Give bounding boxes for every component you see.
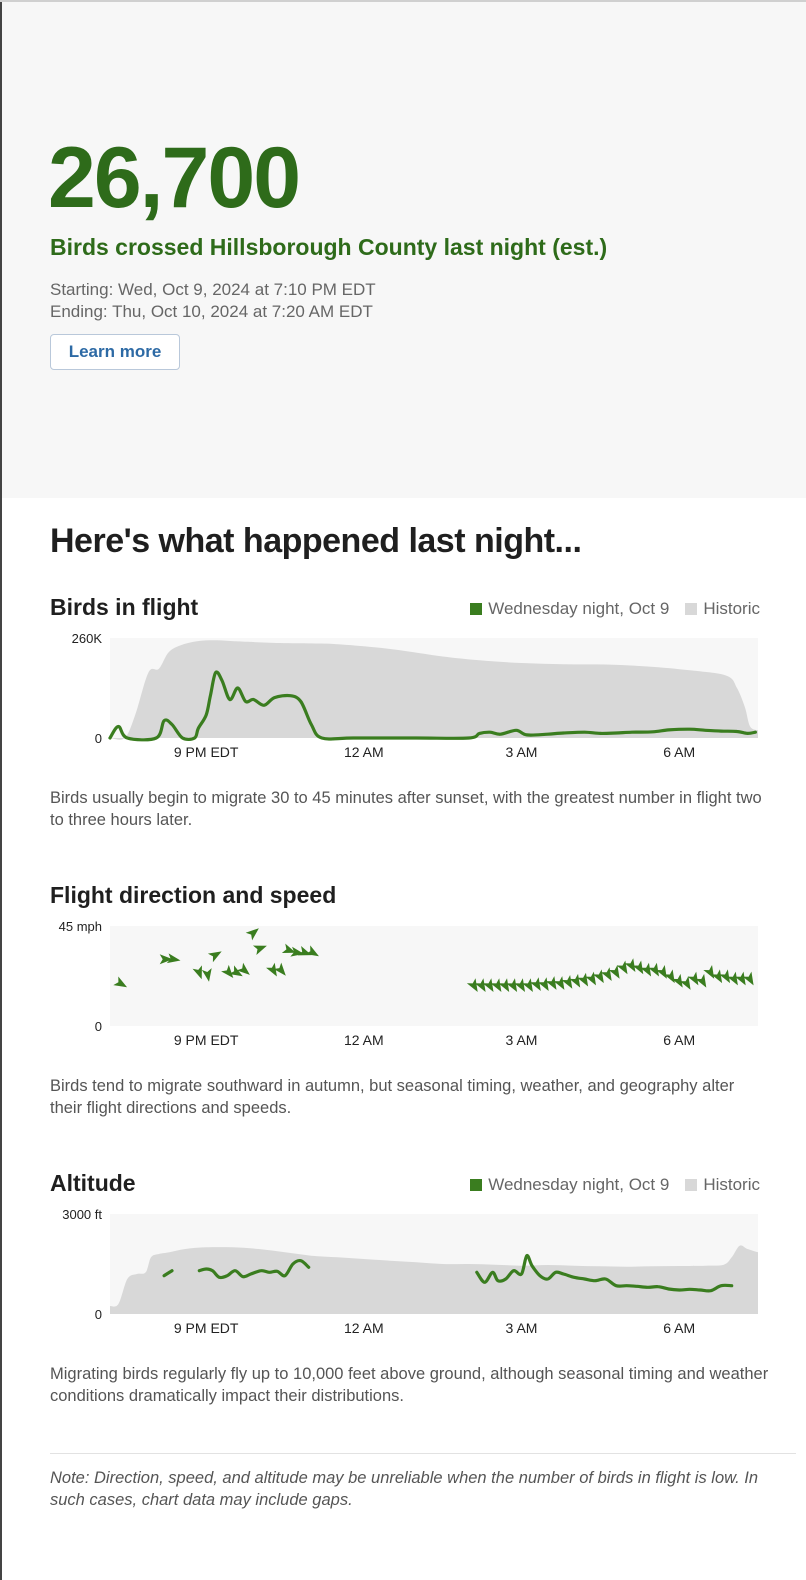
x-tick-label: 6 AM [663, 744, 696, 760]
chart-title-birds: Birds in flight [50, 594, 199, 620]
desc-altitude: Migrating birds regularly fly up to 10,000 feet above ground, although seasonal timing and weather conditions dramatically impact their distributions. [50, 1365, 769, 1405]
x-tick-label: 3 AM [505, 1032, 538, 1048]
x-tick-label: 12 AM [343, 1032, 384, 1048]
chart-title-direction: Flight direction and speed [50, 882, 337, 908]
y-tick-label: 260K [71, 631, 102, 646]
desc-birds: Birds usually begin to migrate 30 to 45 minutes after sunset, with the greatest number in flight two to three hours later. [50, 789, 762, 829]
x-tick-label: 6 AM [663, 1320, 696, 1336]
legend-swatch-tonight [470, 1179, 482, 1191]
x-tick-label: 9 PM EDT [173, 744, 239, 760]
y-tick-label: 0 [94, 1019, 102, 1034]
x-tick-label: 3 AM [505, 1320, 538, 1336]
hero-subtitle: Birds crossed Hillsborough County last night (est.) [50, 234, 608, 260]
flight-direction-chart [0, 914, 806, 1054]
legend-swatch-historic [685, 1179, 697, 1191]
x-tick-label: 9 PM EDT [173, 1032, 239, 1048]
legend-label-historic: Historic [703, 1175, 760, 1194]
x-tick-label: 6 AM [663, 1032, 696, 1048]
bird-count: 26,700 [48, 130, 300, 226]
section-title: Here's what happened last night... [50, 522, 582, 560]
birds-in-flight-chart [0, 626, 806, 766]
x-tick-label: 3 AM [505, 744, 538, 760]
hero-panel [2, 2, 806, 498]
x-tick-label: 9 PM EDT [173, 1320, 239, 1336]
y-tick-label: 45 mph [58, 919, 102, 934]
legend-label-tonight: Wednesday night, Oct 9 [488, 1175, 670, 1194]
legend-label-tonight: Wednesday night, Oct 9 [488, 599, 670, 618]
legend-label-historic: Historic [703, 599, 760, 618]
legend-birds [470, 599, 760, 619]
legend-altitude [470, 1175, 760, 1195]
y-tick-label: 3000 ft [62, 1207, 102, 1222]
x-tick-label: 12 AM [343, 744, 384, 760]
desc-direction: Birds tend to migrate southward in autumn, but seasonal timing, weather, and geography alter their flight directions and speeds. [50, 1077, 735, 1117]
x-tick-label: 12 AM [343, 1320, 384, 1336]
altitude-chart [0, 1202, 806, 1342]
start-time: Starting: Wed, Oct 9, 2024 at 7:10 PM EDT [50, 280, 376, 299]
divider [50, 1453, 796, 1454]
end-time: Ending: Thu, Oct 10, 2024 at 7:20 AM EDT [50, 302, 373, 321]
y-tick-label: 0 [94, 731, 102, 746]
learn-more-button[interactable]: Learn more [50, 334, 180, 370]
chart-title-altitude: Altitude [50, 1170, 136, 1196]
legend-swatch-tonight [470, 603, 482, 615]
y-tick-label: 0 [94, 1307, 102, 1322]
legend-swatch-historic [685, 603, 697, 615]
footer-note: Note: Direction, speed, and altitude may be unreliable when the number of birds in flight is low. In such cases, chart data may include gaps. [50, 1469, 759, 1509]
